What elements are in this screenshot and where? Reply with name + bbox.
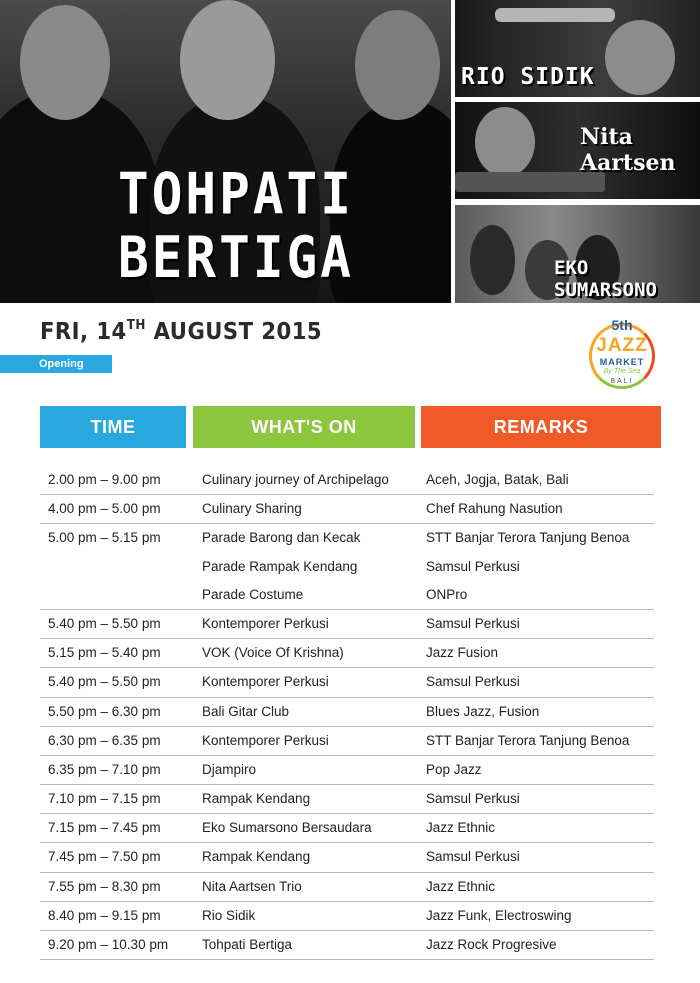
date-ordinal: TH — [126, 318, 146, 333]
row-remark: Jazz Ethnic — [426, 878, 496, 894]
row-time: 5.40 pm – 5.50 pm — [48, 615, 161, 631]
trumpet-shape — [495, 8, 615, 22]
row-event: Culinary journey of Archipelago — [202, 472, 389, 487]
column-header-time: TIME — [40, 406, 186, 448]
row-remark: Aceh, Jogja, Batak, Bali — [426, 472, 569, 487]
performer-photo — [605, 20, 675, 95]
row-remark: Chef Rahung Nasution — [426, 501, 563, 517]
table-row — [40, 902, 654, 931]
row-time: 4.00 pm – 5.00 pm — [48, 501, 161, 517]
row-event: Djampiro — [202, 761, 257, 777]
row-remark: Jazz Funk, Electroswing — [426, 907, 572, 923]
artist-panel-eko-sumarsono — [455, 205, 700, 303]
table-row — [40, 581, 654, 610]
row-event: Kontemporer Perkusi — [202, 732, 329, 748]
row-event: Nita Aartsen Trio — [202, 878, 302, 894]
logo-jazz: JAZZ — [596, 335, 648, 356]
row-event: Culinary Sharing — [202, 501, 302, 517]
table-row — [40, 931, 654, 960]
table-row — [40, 843, 654, 872]
table-row — [40, 814, 654, 843]
row-event: Parade Barong dan Kecak — [202, 530, 361, 546]
opening-night-badge: Opening Night — [0, 355, 112, 373]
performer-head — [180, 0, 275, 120]
row-remark: Jazz Rock Progresive — [426, 937, 557, 952]
row-event: Rampak Kendang — [202, 849, 311, 865]
schedule-table — [40, 466, 654, 960]
row-time: 9.20 pm – 10.30 pm — [48, 937, 169, 952]
row-time: 2.00 pm – 9.00 pm — [48, 472, 161, 487]
row-remark: Samsul Perkusi — [426, 791, 520, 807]
row-event: Eko Sumarsono Bersaudara — [202, 820, 372, 836]
row-remark: STT Banjar Terora Tanjung Benoa — [426, 732, 630, 748]
row-remark: STT Banjar Terora Tanjung Benoa — [426, 530, 630, 546]
table-row — [40, 495, 654, 524]
table-row — [40, 727, 654, 756]
row-event: Kontemporer Perkusi — [202, 615, 329, 631]
headliner-title-line1: TOHPATI — [118, 161, 354, 228]
artist-label: RIO SIDIK — [461, 64, 595, 90]
row-time: 7.45 pm – 7.50 pm — [48, 849, 161, 865]
table-row — [40, 873, 654, 902]
row-event: Parade Costume — [202, 586, 304, 602]
row-time: 7.55 pm – 8.30 pm — [48, 878, 161, 894]
row-event: Bali Gitar Club — [202, 703, 290, 719]
artist-panel-rio-sidik — [455, 0, 700, 97]
performer-photo — [470, 225, 515, 295]
row-time: 5.40 pm – 5.50 pm — [48, 674, 161, 690]
table-row — [40, 668, 654, 697]
logo-edition: 5th — [611, 317, 633, 333]
row-remark: Jazz Fusion — [426, 645, 499, 661]
row-time: 5.00 pm – 5.15 pm — [48, 530, 161, 546]
table-row — [40, 610, 654, 639]
row-event: VOK (Voice Of Krishna) — [202, 645, 344, 661]
artist-panel-nita-aartsen — [455, 102, 700, 199]
column-header-whats-on: WHAT'S ON — [193, 406, 415, 448]
row-event: Rampak Kendang — [202, 791, 311, 807]
row-remark: Samsul Perkusi — [426, 615, 520, 631]
row-remark: Jazz Ethnic — [426, 820, 496, 836]
headliner-title — [118, 163, 354, 291]
row-time: 8.40 pm – 9.15 pm — [48, 907, 161, 923]
row-time: 7.15 pm – 7.45 pm — [48, 820, 161, 836]
table-row — [40, 553, 654, 581]
row-event: Tohpati Bertiga — [202, 937, 293, 952]
table-row — [40, 785, 654, 814]
row-time: 6.35 pm – 7.10 pm — [48, 761, 161, 777]
logo-tagline: By The Sea — [603, 368, 641, 375]
performer-head — [355, 10, 440, 120]
row-remark: Blues Jazz, Fusion — [426, 703, 540, 719]
row-event: Rio Sidik — [202, 907, 256, 923]
artist-label: EKO SUMARSONO — [554, 257, 657, 301]
date-day: FRI, 14 — [40, 319, 127, 345]
row-event: Parade Rampak Kendang — [202, 558, 358, 574]
row-event: Kontemporer Perkusi — [202, 674, 329, 690]
row-remark: Samsul Perkusi — [426, 674, 520, 690]
column-header-remarks: REMARKS — [421, 406, 661, 448]
date-month-year: AUGUST 2015 — [145, 319, 323, 345]
performer-photo — [475, 107, 535, 177]
row-time: 7.10 pm – 7.15 pm — [48, 791, 161, 807]
headliner-title-line2: BERTIGA — [118, 225, 354, 292]
table-row — [40, 639, 654, 668]
logo-market: MARKET — [599, 357, 645, 367]
table-row — [40, 756, 654, 785]
row-remark: ONPro — [426, 586, 468, 602]
artist-label: Nita Aartsen — [580, 124, 676, 176]
row-time: 5.15 pm – 5.40 pm — [48, 645, 161, 661]
row-time: 5.50 pm – 6.30 pm — [48, 703, 161, 719]
hero-photo — [0, 0, 451, 303]
table-row — [40, 524, 654, 552]
row-remark: Samsul Perkusi — [426, 558, 520, 574]
logo-location: BALI — [610, 378, 634, 385]
row-remark: Samsul Perkusi — [426, 849, 520, 865]
jazz-market-logo — [587, 317, 657, 401]
event-date — [40, 318, 322, 345]
row-time: 6.30 pm – 6.35 pm — [48, 732, 161, 748]
table-row — [40, 466, 654, 495]
row-remark: Pop Jazz — [426, 761, 482, 777]
performer-head — [20, 5, 110, 120]
table-row — [40, 698, 654, 727]
